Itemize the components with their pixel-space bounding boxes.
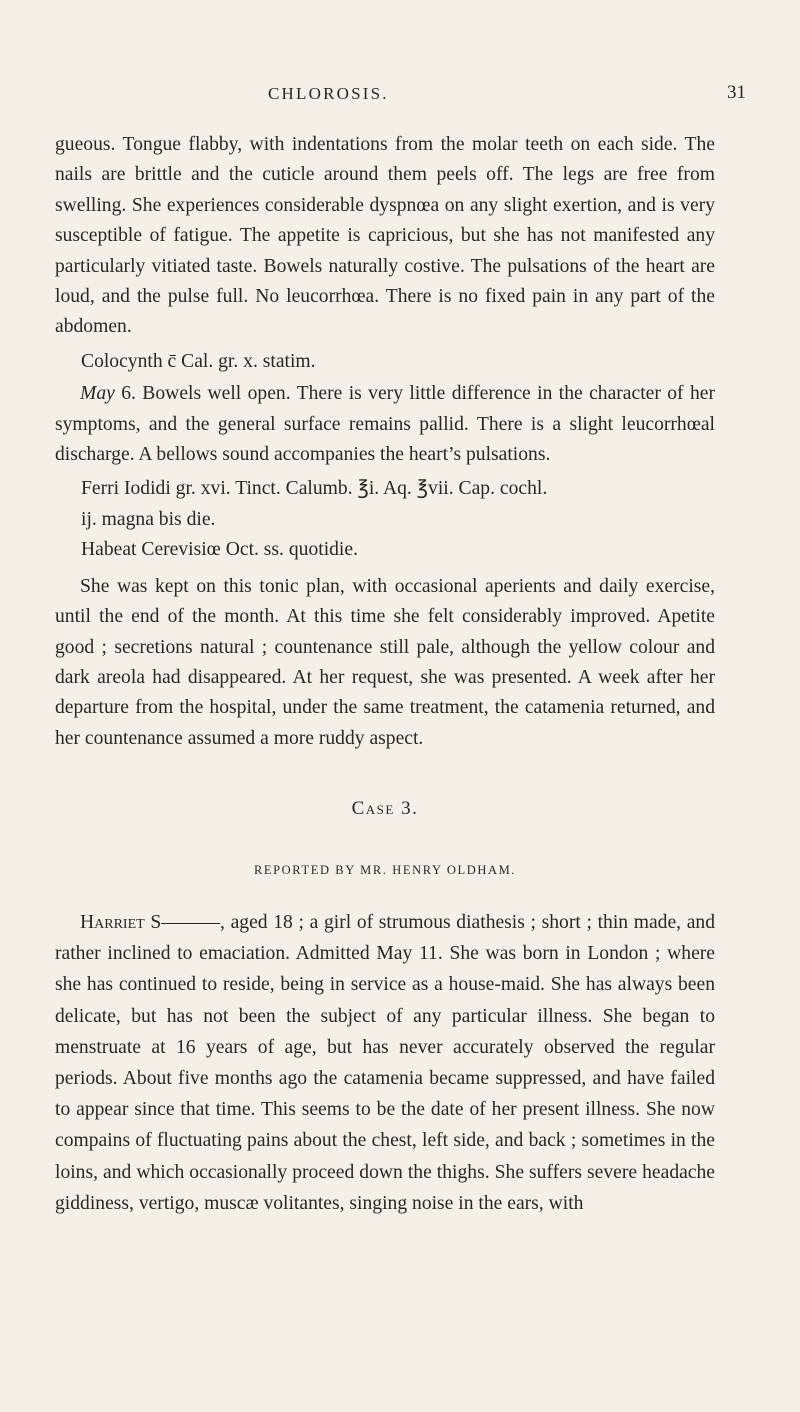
running-head <box>0 84 800 108</box>
reported-by: REPORTED BY MR. HENRY OLDHAM. <box>253 862 517 877</box>
prescription-line: ij. magna bis die. <box>81 508 216 530</box>
page-number: 31 <box>727 82 746 103</box>
prescription-ferri <box>55 474 715 565</box>
prescription-line: Ferri Iodidi gr. xvi. Tinct. Calumb. ℥i. Aq. ℥vii. Cap. cochl. <box>81 478 548 500</box>
paragraph-continuation: gueous. Tongue flabby, with indentations from the molar teeth on each side. The nails are brittle and the cuticle around them peels off. The legs are free from swelling. She experiences considerable dyspnœa on any slight exertion, and is very susceptible of fatigue. The appetite is capricious, but she has not manifested any particularly vitiated taste. Bowels naturally costive. The pulsations of the heart are loud, and the pulse full. No leucorrhœa. There is no fixed pain in any part of the abdomen. <box>55 134 715 338</box>
running-title: CHLOROSIS. <box>268 84 389 103</box>
body-text <box>55 130 715 1219</box>
case-heading <box>55 794 715 824</box>
case-title: Case 3. <box>351 798 419 820</box>
entry-date: May <box>80 383 115 405</box>
paragraph-tonic-plan: She was kept on this tonic plan, with occasional aperients and daily exercise, until the end of the month. At this time she felt considerably improved. Apetite good ; secretions natural ; countenance still pale, although the yellow colour and dark areola had disappeared. At her request, she was presented. A week after her departure from the hospital, under the same treatment, the catamenia returned, and her countenance assumed a more ruddy aspect. <box>55 575 715 749</box>
prescription-colocynth: Colocynth c̄ Cal. gr. x. statim. <box>81 350 316 372</box>
paragraph-may-6 <box>55 379 715 470</box>
prescription-line: Habeat Cerevisiœ Oct. ss. quotidie. <box>81 539 358 561</box>
case-text: , aged 18 ; a girl of strumous diathesis ; short ; thin made, and rather inclined to emaciation. Admitted May 11. She was born in London ; where she has continued to reside, being in service as a house-maid. She has always been delicate, but has not been the subject of any particular illness. She began to menstruate at 16 years of age, but has never accurately observed the regular periods. About five months ago the catamenia became suppressed, and have failed to appear since that time. This seems to be the date of her present illness. She now compains of fluctuating pains about the chest, left side, and back ; sometimes in the loins, and which occasionally proceed down the thighs. She suffers severe headache giddiness, vertigo, muscæ volitantes, singing noise in the ears, with <box>55 911 716 1214</box>
case-paragraph <box>55 907 715 1219</box>
entry-text: 6. Bowels well open. There is very little difference in the character of her symptoms, and the general surface remains pallid. There is a slight leucorrhœal discharge. A bellows sound accompanies the heart’s pulsations. <box>55 383 715 466</box>
patient-name: Harriet S——— <box>80 911 221 933</box>
